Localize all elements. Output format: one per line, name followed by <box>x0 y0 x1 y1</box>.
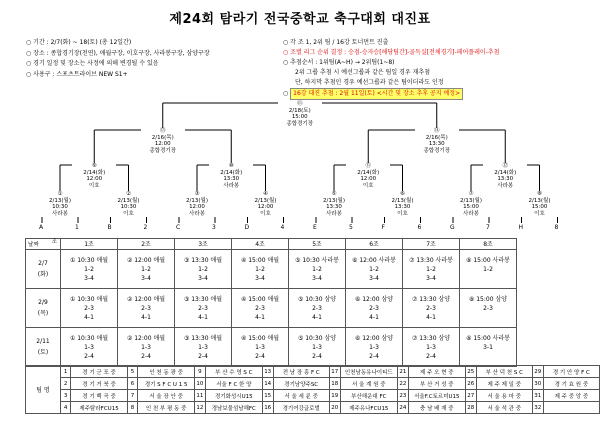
schedule-line: 4-1 <box>84 313 94 321</box>
corner-date-label: 날짜 <box>28 242 39 248</box>
match-time: 13:30 <box>223 176 240 182</box>
team-number: 28 <box>465 402 476 414</box>
page-title: 제24회 탐라기 전국중학교 축구대회 대진표 <box>169 12 431 27</box>
team-number: 31 <box>532 390 543 402</box>
schedule-line: ⑤ 10:30 삼양 <box>297 295 337 303</box>
team-row <box>26 402 600 414</box>
date-text: 2/7 <box>38 260 48 267</box>
qf-match <box>72 163 116 189</box>
match-number: ⑥ <box>400 191 405 197</box>
schedule-line: 3-4 <box>84 274 94 282</box>
schedule-line: 1-2 <box>198 265 208 273</box>
match-number: ⑦ <box>468 191 474 197</box>
schedule-row <box>26 250 517 289</box>
r16-match <box>244 191 288 217</box>
schedule-date <box>26 250 61 289</box>
schedule-line: 4-1 <box>369 313 379 321</box>
schedule-date <box>26 289 61 328</box>
team-name: 경기 S F C U 1 5 <box>138 378 195 390</box>
schedule-line: 1-2 <box>426 265 436 273</box>
team-name: 충 남 배 재 중 <box>408 402 465 414</box>
info-redraw: 2위 그룹 추첨 시 예선그룹과 같은 팀일 경우 재추첨 <box>295 69 430 76</box>
team-number: 17 <box>329 366 340 378</box>
schedule-line: ② 12:00 애월 <box>126 295 166 303</box>
team-name: 제주유나FCU15 <box>340 402 397 414</box>
bracket-slot-label: 5 <box>349 224 353 231</box>
schedule-cell <box>118 328 175 367</box>
group-schedule-table <box>25 238 517 367</box>
info-ranking: ○ 조별 리그 순위 결정 : 승점-승자승[해당팀간]-골득실[전체경기]-페어플레이-추첨 <box>283 49 500 56</box>
schedule-line: 3-4 <box>426 274 436 282</box>
date-text: 2/9 <box>38 299 48 306</box>
team-number: 23 <box>397 390 408 402</box>
match-venue: 사라봉 <box>326 210 342 217</box>
match-date: 2/13(월) <box>528 197 551 204</box>
schedule-cell <box>175 328 232 367</box>
info-advance: ○ 각 조 1, 2위 팀 / 16강 토너먼트 진출 <box>283 39 389 46</box>
team-number: 5 <box>127 366 138 378</box>
schedule-line: ⑤ 10:30 사라봉 <box>295 256 339 264</box>
schedule-line: 3-4 <box>141 274 151 282</box>
schedule-line: 2-4 <box>426 352 436 360</box>
team-name: 제 주 중 앙 중 <box>543 390 599 402</box>
info-ball: ○ 사용구 : 스포츠트라이브 NEW S1+ <box>26 70 128 78</box>
team-number: 29 <box>532 366 543 378</box>
schedule-line: ③ 13:30 애월 <box>183 256 223 264</box>
schedule-line: ⑦ 13:30 삼양 <box>411 295 451 303</box>
team-name: 서 울 석 관 중 <box>476 402 532 414</box>
schedule-cell <box>61 250 118 289</box>
bracket-slot-label: E <box>313 224 317 231</box>
team-number: 6 <box>127 378 138 390</box>
bracket-slot-label: G <box>450 224 455 231</box>
schedule-line: 1-3 <box>369 343 379 351</box>
match-date: 2/14(화) <box>357 169 380 176</box>
schedule-line: ① 10:30 애월 <box>69 256 109 264</box>
schedule-line: 3-1 <box>483 343 493 351</box>
r16-match <box>312 191 356 217</box>
team-name: 서 울 용 마 중 <box>476 390 532 402</box>
schedule-line: 1-2 <box>312 265 322 273</box>
team-number: 22 <box>397 378 408 390</box>
team-name: 부 산 거 성 중 <box>408 378 465 390</box>
match-number: ⑬ <box>159 128 166 134</box>
match-venue: 이호 <box>397 210 408 217</box>
schedule-line: ⑥ 12:00 삼양 <box>354 295 394 303</box>
tournament-bracket <box>0 95 600 235</box>
group-header: 4조 <box>232 239 289 250</box>
match-number: ⑤ <box>331 191 337 197</box>
team-number: 26 <box>465 378 476 390</box>
schedule-line <box>460 313 516 322</box>
team-name: 경기남양주SC <box>273 378 329 390</box>
team-number: 11 <box>194 390 205 402</box>
schedule-line: ② 12:00 애월 <box>126 256 166 264</box>
match-number: ⑨ <box>91 163 97 169</box>
schedule-line: 3-4 <box>312 274 322 282</box>
bracket-slot-label: 2 <box>143 224 148 231</box>
schedule-line: 2-3 <box>483 304 493 312</box>
match-date: 2/16(목) <box>425 134 448 141</box>
schedule-cell <box>346 328 403 367</box>
schedule-cell <box>346 289 403 328</box>
info-note: ○ 경기 일정 및 장소는 사정에 의해 변경될 수 있음 <box>26 60 159 67</box>
bracket-slot-label: F <box>381 224 385 231</box>
team-label: 팀 명 <box>26 366 61 414</box>
team-name: 전 남 장 흥 F C <box>273 366 329 378</box>
schedule-line: ⑦ 13:30 사라봉 <box>409 256 453 264</box>
schedule-line: 1-3 <box>141 343 151 351</box>
bracket-slot-label: A <box>39 224 44 231</box>
team-row <box>26 378 600 390</box>
info-left <box>26 38 210 80</box>
day-text: (토) <box>37 349 49 356</box>
match-date: 2/14(화) <box>83 169 106 176</box>
match-time: 10:30 <box>52 204 68 210</box>
bracket-slot-label: 7 <box>486 224 490 231</box>
team-row <box>26 366 600 378</box>
match-time: 13:30 <box>394 204 411 210</box>
match-time: 13:30 <box>326 204 342 210</box>
info-period: ○ 기간 : 2/7(화) ~ 18(토) (총 12일간) <box>26 39 132 46</box>
schedule-cell <box>118 289 175 328</box>
team-name: 서 울 세 륜 중 <box>273 390 329 402</box>
match-venue: 종합경기장 <box>423 147 451 154</box>
schedule-line: ④ 15:00 애월 <box>240 295 280 303</box>
match-time: 15:00 <box>531 204 548 210</box>
match-date: 2/13(월) <box>49 197 71 204</box>
schedule-cell <box>289 289 346 328</box>
schedule-cell <box>403 250 460 289</box>
team-number: 24 <box>397 402 408 414</box>
team-name <box>543 402 599 414</box>
team-name: 경기여강글로벌 <box>273 402 329 414</box>
team-name: 경기화성시U15 <box>205 390 262 402</box>
schedule-line: 2-4 <box>141 352 151 360</box>
match-time: 10:30 <box>120 204 137 210</box>
schedule-line: 3-4 <box>369 274 379 282</box>
group-header: 1조 <box>61 239 118 250</box>
schedule-line: 2-4 <box>312 352 322 360</box>
qf-match <box>209 163 253 189</box>
sf-match <box>415 128 459 154</box>
r16-match <box>38 191 82 217</box>
schedule-line: 2-3 <box>369 304 379 312</box>
schedule-line: 2-3 <box>312 304 322 312</box>
group-header: 7조 <box>403 239 460 250</box>
team-name: 경 기 안 양 F C <box>543 366 599 378</box>
group-header: 8조 <box>460 239 517 250</box>
r16-match <box>381 191 425 217</box>
schedule-row <box>26 289 517 328</box>
match-time: 12:00 <box>360 176 377 182</box>
schedule-cell <box>460 289 517 328</box>
schedule-line: 1-2 <box>141 265 151 273</box>
match-date: 2/14(화) <box>494 169 517 176</box>
schedule-line: ⑧ 15:00 사라봉 <box>466 256 510 264</box>
schedule-line: 1-2 <box>483 265 493 273</box>
schedule-cell <box>61 289 118 328</box>
schedule-line: 4-1 <box>255 313 265 321</box>
team-number: 19 <box>329 390 340 402</box>
team-number: 2 <box>60 378 71 390</box>
schedule-line: 4-1 <box>312 313 322 321</box>
team-number: 7 <box>127 390 138 402</box>
schedule-cell <box>175 289 232 328</box>
schedule-line: 2-3 <box>198 304 208 312</box>
schedule-line: ④ 15:00 애월 <box>240 334 280 342</box>
schedule-line: 2-4 <box>198 352 208 360</box>
team-name: 제주탐라FCU15 <box>71 402 127 414</box>
schedule-line: 2-3 <box>84 304 94 312</box>
schedule-line: ⑧ 15:00 삼양 <box>468 295 508 303</box>
schedule-cell <box>232 250 289 289</box>
match-date: 2/16(목) <box>151 134 174 141</box>
match-time: 15:00 <box>463 204 479 210</box>
schedule-cell <box>460 328 517 367</box>
match-time: 13:30 <box>497 176 514 182</box>
day-text: (목) <box>37 310 49 317</box>
schedule-cell <box>232 328 289 367</box>
match-venue: 사라봉 <box>463 210 479 217</box>
match-venue: 이호 <box>362 182 374 189</box>
match-number: ⑫ <box>502 163 508 169</box>
schedule-line: ③ 13:30 애월 <box>183 295 223 303</box>
match-number: ⑭ <box>433 128 440 134</box>
match-venue: 사라봉 <box>497 182 514 189</box>
info-right <box>283 38 500 100</box>
match-number: ⑧ <box>537 191 542 197</box>
team-name: 서 울 장 안 중 <box>138 390 195 402</box>
match-venue: 이호 <box>88 182 100 189</box>
match-venue: 사라봉 <box>189 210 205 217</box>
group-header: 3조 <box>175 239 232 250</box>
schedule-line: ① 10:30 애월 <box>69 334 109 342</box>
schedule-date <box>26 328 61 367</box>
schedule-line <box>460 274 516 283</box>
schedule-line: ⑥ 12:00 삼양 <box>354 334 394 342</box>
team-number: 32 <box>532 402 543 414</box>
r16-match <box>107 191 151 217</box>
group-header: 2조 <box>118 239 175 250</box>
team-name: 경 기 백 곡 중 <box>71 390 127 402</box>
team-name: 경 기 군 포 중 <box>71 366 127 378</box>
team-number: 18 <box>329 378 340 390</box>
schedule-line: 2-4 <box>369 352 379 360</box>
match-date: 2/14(화) <box>220 169 243 176</box>
schedule-row <box>26 328 517 367</box>
schedule-line: 4-1 <box>426 313 436 321</box>
team-number: 25 <box>465 366 476 378</box>
schedule-line: 1-2 <box>84 265 94 273</box>
match-number: ② <box>126 191 131 197</box>
schedule-line: 1-3 <box>312 343 322 351</box>
qf-match <box>483 163 527 189</box>
team-name: 인 천 부 평 동 중 <box>138 402 195 414</box>
r16-match <box>518 191 562 217</box>
bracket-slot-label: D <box>244 224 250 231</box>
schedule-cell <box>346 250 403 289</box>
date-text: 2/11 <box>36 338 50 345</box>
day-text: (화) <box>37 271 49 278</box>
schedule-cell <box>118 250 175 289</box>
team-number: 15 <box>262 390 273 402</box>
schedule-corner <box>26 239 61 250</box>
match-time: 12:00 <box>189 204 205 210</box>
team-name: 서울 F C 한 양 <box>205 378 262 390</box>
team-number: 20 <box>329 402 340 414</box>
match-venue: 이호 <box>123 210 134 217</box>
schedule-line: ⑧ 15:00 사라봉 <box>466 334 510 342</box>
team-name: 부 산 수 영 S C <box>205 366 262 378</box>
schedule-line: 2-4 <box>255 352 265 360</box>
match-number: ④ <box>263 191 268 197</box>
bracket-slot-label: 3 <box>212 224 216 231</box>
schedule-line: ② 12:00 애월 <box>126 334 166 342</box>
schedule-line: 2-3 <box>255 304 265 312</box>
schedule-cell <box>175 250 232 289</box>
match-venue: 종합경기장 <box>286 120 314 127</box>
schedule-line: 1-3 <box>198 343 208 351</box>
match-time: 13:30 <box>428 141 445 147</box>
group-header: 5조 <box>289 239 346 250</box>
bracket-slot-label: 1 <box>75 224 79 231</box>
team-number: 27 <box>465 390 476 402</box>
team-name: 인천남동유나이티드 <box>340 366 397 378</box>
match-venue: 이호 <box>260 210 271 217</box>
match-date: 2/13(월) <box>254 197 277 204</box>
team-number: 9 <box>194 366 205 378</box>
team-name: 경남보물섬남해FC <box>205 402 262 414</box>
schedule-line: 1-3 <box>426 343 436 351</box>
info-venue: ○ 장소 : 종합경기장(천연), 애월구장, 이호구장, 사라봉구장, 삼양구장 <box>26 49 210 57</box>
schedule-line: ③ 13:30 애월 <box>183 334 223 342</box>
team-number: 30 <box>532 378 543 390</box>
r16-match <box>449 191 493 217</box>
group-header: 6조 <box>346 239 403 250</box>
schedule-header-row <box>26 239 517 250</box>
match-date: 2/18(토) <box>288 107 311 114</box>
team-number: 16 <box>262 402 273 414</box>
match-number: ⑮ <box>296 101 303 107</box>
schedule-line: 3-4 <box>198 274 208 282</box>
schedule-line: ① 10:30 애월 <box>69 295 109 303</box>
match-number: ⑩ <box>228 163 234 169</box>
match-number: ⑪ <box>365 163 371 169</box>
team-name: 인 천 동 광 중 <box>138 366 195 378</box>
schedule-line <box>460 352 516 361</box>
bracket-slot-label: C <box>176 224 181 231</box>
team-number: 14 <box>262 378 273 390</box>
team-number: 13 <box>262 366 273 378</box>
match-date: 2/13(월) <box>186 197 208 204</box>
bracket-slot-label: 8 <box>554 224 559 231</box>
team-number: 3 <box>60 390 71 402</box>
schedule-cell <box>232 289 289 328</box>
schedule-line: ⑤ 10:30 삼양 <box>297 334 337 342</box>
schedule-line: 2-4 <box>84 352 94 360</box>
team-name: 서 울 계 원 중 <box>340 378 397 390</box>
schedule-line: 1-2 <box>369 265 379 273</box>
schedule-line: 3-4 <box>255 274 265 282</box>
schedule-line: ⑥ 12:00 사라봉 <box>352 256 396 264</box>
final-match <box>278 101 322 127</box>
match-date: 2/13(월) <box>460 197 482 204</box>
bracket-slot-label: H <box>518 224 524 231</box>
schedule-cell <box>403 328 460 367</box>
match-date: 2/13(월) <box>391 197 414 204</box>
match-time: 12:00 <box>86 176 103 182</box>
bracket-slot-label: 6 <box>417 224 422 231</box>
match-number: ③ <box>194 191 200 197</box>
team-number: 4 <box>60 402 71 414</box>
team-list-table <box>25 365 600 414</box>
info-exception: 단, 하지막 추첨인 경우 예선그룹과 같은 팀이더라도 인정 <box>295 79 444 86</box>
match-venue: 사라봉 <box>52 210 68 217</box>
schedule-cell <box>403 289 460 328</box>
team-name: 경 기 효 원 중 <box>543 378 599 390</box>
info-draw-date: ○ 16강 대진 추첨 : 2월 11일(토) <시간 및 장소 추후 공지 예정> <box>283 88 483 100</box>
schedule-line: 1-2 <box>255 265 265 273</box>
team-name: 부산해운대 FC <box>340 390 397 402</box>
team-name: 제 주 오 현 중 <box>408 366 465 378</box>
schedule-line: 2-3 <box>141 304 151 312</box>
schedule-cell <box>289 328 346 367</box>
schedule-line: ④ 15:00 애월 <box>240 256 280 264</box>
match-venue: 종합경기장 <box>149 147 177 154</box>
team-name: 부 산 덕 천 S C <box>476 366 532 378</box>
bracket-slot-label: B <box>107 224 112 231</box>
schedule-line: 4-1 <box>198 313 208 321</box>
team-number: 21 <box>397 366 408 378</box>
team-number: 10 <box>194 378 205 390</box>
team-name: 서울F.C토르미U15 <box>408 390 465 402</box>
info-draw-order: ○ 추점순서 : 1위팀(A~H) → 2위팀(1~8) <box>283 59 395 66</box>
match-venue: 사라봉 <box>223 182 240 189</box>
bracket-slot-label: 4 <box>280 224 285 231</box>
team-number: 1 <box>60 366 71 378</box>
team-name: 경 기 거 북 중 <box>71 378 127 390</box>
schedule-cell <box>289 250 346 289</box>
team-name: 제 주 제 일 중 <box>476 378 532 390</box>
match-date: 2/13(월) <box>117 197 140 204</box>
schedule-cell <box>460 250 517 289</box>
r16-match <box>175 191 219 217</box>
schedule-cell <box>61 328 118 367</box>
match-venue: 이호 <box>534 210 545 217</box>
match-time: 12:00 <box>154 141 171 147</box>
team-row <box>26 390 600 402</box>
schedule-line: 1-3 <box>255 343 265 351</box>
match-time: 15:00 <box>291 114 308 120</box>
schedule-line: 1-3 <box>84 343 94 351</box>
match-number: ① <box>57 191 63 197</box>
schedule-line: 4-1 <box>141 313 151 321</box>
schedule-line: ⑦ 13:30 삼양 <box>411 334 451 342</box>
schedule-line: 2-3 <box>426 304 436 312</box>
corner-group-label: 조 <box>51 239 57 245</box>
match-time: 12:00 <box>257 204 274 210</box>
sf-match <box>141 128 185 154</box>
team-number: 8 <box>127 402 138 414</box>
qf-match <box>346 163 390 189</box>
team-number: 12 <box>194 402 205 414</box>
match-date: 2/13(월) <box>323 197 345 204</box>
